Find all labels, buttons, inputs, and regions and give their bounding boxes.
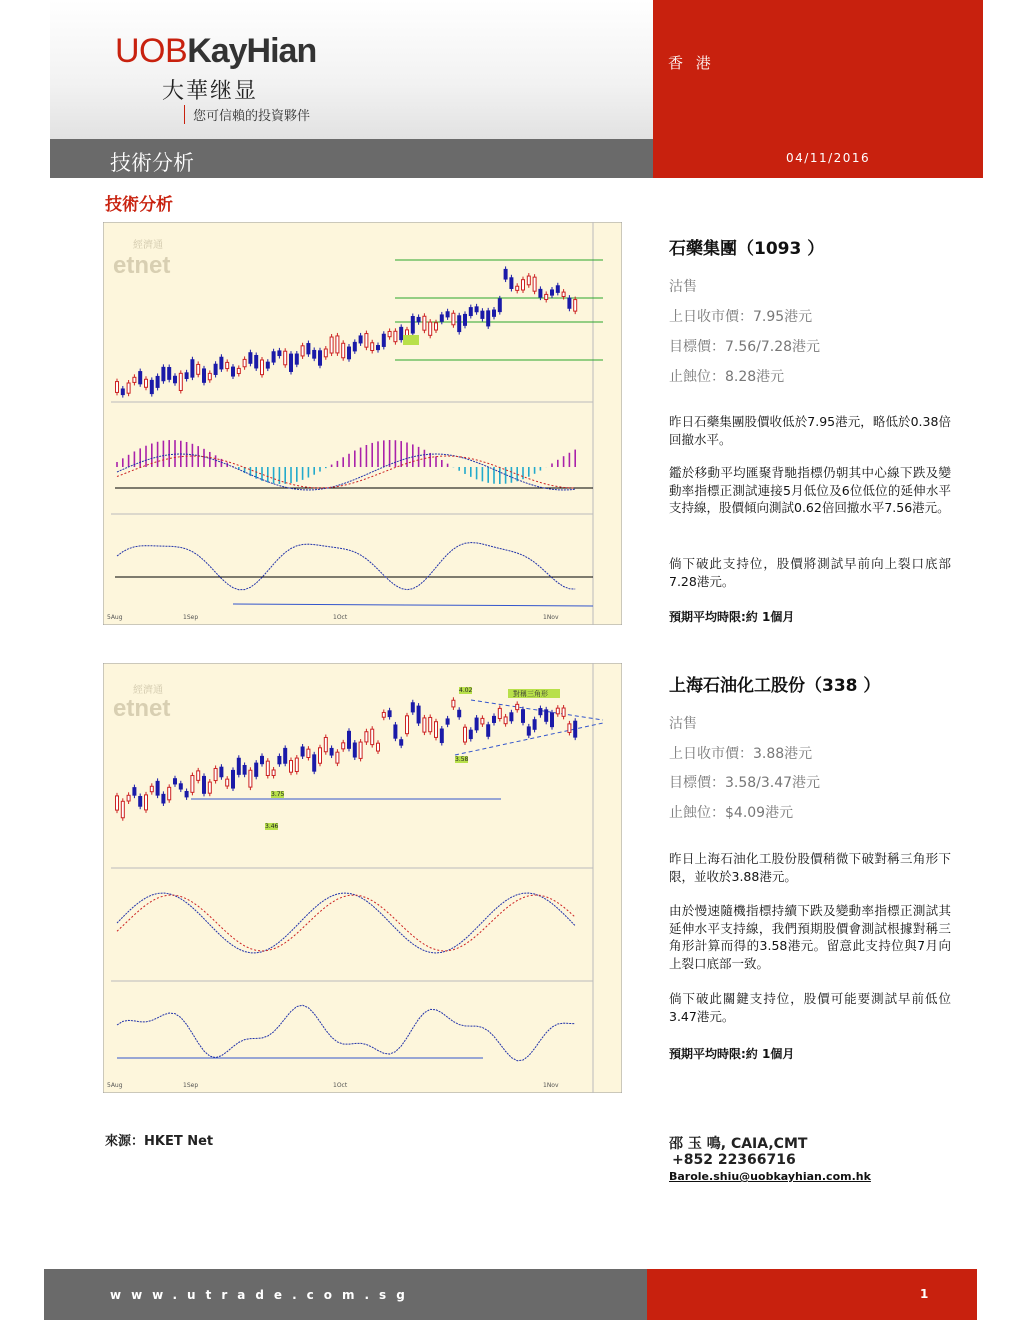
candle [487, 311, 490, 326]
stock-2-action: 沽售 [669, 716, 697, 732]
candle [568, 298, 571, 308]
candle [429, 322, 432, 335]
candle [429, 717, 432, 731]
candle [498, 708, 501, 718]
candle [278, 351, 281, 356]
candle [487, 725, 490, 737]
candle [452, 313, 455, 325]
candle [539, 709, 542, 715]
stock-2-paragraph: 由於慢速隨機指標持續下跌及變動率指標正測試其延伸水平支持線，我們預期股價會測試根據對稱三角形計算而得的3.58港元。留意此支持位與7月向上裂口底部一致。 [669, 903, 951, 971]
candle [295, 354, 298, 364]
analyst-email-link[interactable]: Barole.shiu@uobkayhian.com.hk [669, 1170, 871, 1183]
candle [568, 724, 571, 733]
candle [284, 748, 287, 763]
candle [139, 372, 142, 384]
candle [185, 373, 188, 379]
candle [127, 383, 130, 393]
report-date: 04/11/2016 [786, 151, 871, 165]
candle [319, 351, 322, 365]
candle [208, 373, 211, 379]
candle [353, 342, 356, 351]
candle [278, 756, 281, 763]
candle [464, 727, 467, 742]
candle [290, 761, 293, 773]
candle [261, 756, 264, 763]
stock-1-target: 目標價：7.56/7.28港元 [669, 339, 821, 355]
price-label: 3.75 [271, 791, 285, 798]
candle [348, 347, 351, 359]
stock-1-stop-loss: 止蝕位：8.28港元 [669, 369, 785, 385]
candle [562, 708, 565, 716]
candle [272, 352, 275, 362]
logo-kayhian: KayHian [187, 32, 317, 70]
candle [214, 768, 217, 780]
source-note: 來源：HKET Net [105, 1134, 214, 1149]
candle [394, 331, 397, 341]
candle [121, 801, 124, 817]
candle [371, 729, 374, 744]
candle [249, 770, 252, 787]
x-label: 1Oct [333, 1082, 348, 1089]
stock-1-paragraph: 鑑於移動平均匯聚背馳指標仍朝其中心線下跌及變動率指標正測試連接5月低位及6位低位的延伸水平支持線，股價傾向測試0.62倍回撤水平7.56港元。 [669, 465, 951, 515]
candle [551, 713, 554, 727]
candle [261, 360, 264, 375]
candle [185, 791, 188, 796]
logo-uob: UOB [115, 32, 188, 70]
candle [295, 758, 298, 771]
candle [232, 367, 235, 376]
candle [411, 317, 414, 334]
candle [133, 377, 136, 382]
candle [417, 706, 420, 723]
candle [342, 743, 345, 749]
candle [319, 748, 322, 763]
candle [313, 755, 316, 771]
candle [359, 336, 362, 343]
candle [220, 767, 223, 777]
x-label: 1Oct [333, 614, 348, 621]
candle [313, 350, 316, 358]
candle [510, 713, 513, 721]
candle [121, 389, 124, 395]
candle [475, 718, 478, 730]
candle [348, 731, 351, 748]
candle [116, 382, 119, 393]
candle [232, 770, 235, 788]
footer-website-link[interactable]: www.utrade.com.sg [110, 1288, 415, 1302]
candle [145, 379, 148, 387]
analyst-phone: +852 22366716 [672, 1152, 796, 1168]
watermark-cn: 經濟通 [133, 240, 163, 251]
candle [174, 779, 177, 784]
candle [191, 776, 194, 793]
candle [220, 357, 223, 369]
candle [551, 290, 554, 295]
candle [533, 277, 536, 291]
stock-1-paragraph: 昨日石藥集團股價收低於7.95港元，略低於0.38倍回撤水平。 [669, 414, 951, 447]
candle [266, 761, 269, 775]
candle [243, 765, 246, 774]
company-tagline: 您可信賴的投資夥伴 [184, 105, 310, 124]
price-label: 4.02 [459, 687, 473, 694]
candle [435, 323, 438, 330]
stock-2-paragraph: 倘下破此關鍵支持位，股價可能要測試早前低位3.47港元。 [669, 991, 951, 1024]
stock-1-last-close: 上日收市價：7.95港元 [669, 309, 813, 325]
candle [423, 718, 426, 732]
candle [400, 740, 403, 745]
candle [406, 716, 409, 734]
candle [377, 743, 380, 751]
pattern-label: 對稱三角形 [513, 690, 548, 698]
candle [237, 758, 240, 774]
candle [545, 294, 548, 299]
candle [301, 747, 304, 756]
candle [504, 717, 507, 724]
candle [469, 308, 472, 316]
watermark-en: etnet [113, 252, 171, 279]
candle [284, 351, 287, 365]
candle [481, 311, 484, 318]
candle [156, 781, 159, 795]
candle [452, 700, 455, 707]
candle [168, 787, 171, 799]
candle [493, 310, 496, 316]
candle [133, 788, 136, 796]
candle [197, 364, 200, 374]
candle [498, 299, 501, 312]
candle [116, 796, 119, 810]
candle [388, 331, 391, 336]
watermark-cn: 經濟通 [133, 685, 163, 696]
candle [446, 312, 449, 317]
candle [574, 721, 577, 737]
candle [522, 710, 525, 723]
candle [208, 782, 211, 793]
stock-1-action: 沽售 [669, 279, 697, 295]
candle [255, 355, 258, 367]
candle [243, 359, 246, 366]
candle [139, 796, 142, 806]
candle [510, 278, 513, 289]
candle [255, 763, 258, 776]
candle [127, 795, 130, 801]
candle [504, 269, 507, 279]
candle [156, 376, 159, 387]
candle [162, 794, 165, 803]
candle [562, 292, 565, 296]
candle [382, 334, 385, 346]
candle [458, 710, 461, 716]
candle [249, 353, 252, 364]
stock-chart-338 [103, 663, 622, 1093]
candle [226, 779, 229, 786]
watermark-en: etnet [113, 695, 171, 722]
candle [150, 786, 153, 791]
candle [307, 344, 310, 354]
candle [371, 343, 374, 351]
stock-2-last-close: 上日收市價：3.88港元 [669, 746, 813, 762]
section-title: 技術分析 [105, 195, 173, 215]
candle [533, 720, 536, 730]
candle [203, 369, 206, 382]
candle [272, 770, 275, 775]
stock-2-stop-loss: 止蝕位：$4.09港元 [669, 805, 794, 821]
candle [203, 776, 206, 793]
company-logo [115, 32, 316, 71]
candle [307, 749, 310, 757]
region-label: 香 港 [668, 54, 715, 72]
candle [527, 727, 530, 735]
candle [150, 380, 153, 393]
stock-2-target: 目標價：3.58/3.47港元 [669, 775, 821, 791]
candle [400, 327, 403, 339]
candle [382, 712, 385, 717]
candle [556, 708, 559, 714]
stock-chart-1093 [103, 222, 622, 625]
candle [481, 718, 484, 724]
candle [237, 368, 240, 373]
stock-2-paragraph: 昨日上海石油化工股份股價稍微下破對稱三角形下限，並收於3.88港元。 [669, 851, 951, 884]
report-title: 技術分析 [110, 151, 194, 175]
candle [464, 314, 467, 325]
candle [365, 732, 368, 742]
candle [353, 743, 356, 757]
page-number: 1 [920, 1287, 929, 1301]
candle [388, 711, 391, 717]
chart-1093-graphic [103, 222, 622, 625]
candle [446, 719, 449, 724]
stock-1-paragraph: 倘下破此支持位，股價將測試早前向上裂口底部7.28港元。 [669, 556, 951, 589]
candle [226, 362, 229, 368]
candle [214, 364, 217, 374]
candle [168, 368, 171, 380]
candle [266, 362, 269, 368]
x-label: 1Sep [183, 1082, 199, 1089]
x-label: 1Sep [183, 614, 199, 621]
candle [197, 771, 200, 781]
candle [527, 276, 530, 285]
candle [179, 373, 182, 390]
stock-1-title: 石藥集團（1093 ） [669, 239, 825, 259]
candle [359, 742, 362, 758]
candle [179, 784, 182, 789]
candle [191, 360, 194, 377]
candle [330, 748, 333, 755]
price-label: 3.46 [265, 823, 279, 830]
candle [516, 286, 519, 290]
candle [516, 704, 519, 709]
chart-338-graphic [103, 663, 622, 1093]
candle [301, 346, 304, 356]
candle [440, 315, 443, 321]
candle [539, 289, 542, 297]
x-label: 5Aug [107, 1082, 123, 1089]
x-label: 1Nov [543, 1082, 559, 1089]
candle [336, 752, 339, 763]
candle [556, 286, 559, 293]
stock-2-period: 預期平均時限:約 1個月 [669, 1047, 795, 1061]
stock-2-title: 上海石油化工股份（338 ） [669, 676, 881, 696]
candle [475, 307, 478, 312]
candle [522, 280, 525, 290]
candle [174, 376, 177, 382]
candle [290, 354, 293, 371]
candle [145, 795, 148, 810]
candle [324, 349, 327, 357]
candle [365, 334, 368, 348]
candle [411, 703, 414, 712]
candle [493, 716, 496, 722]
price-label: 3.58 [455, 756, 469, 763]
candle [417, 317, 420, 321]
candle [423, 316, 426, 330]
candle [377, 346, 380, 350]
candle [435, 722, 438, 738]
candle [574, 300, 577, 312]
candle [342, 343, 345, 357]
analyst-name: 邵 玉 鳴, CAIA,CMT [669, 1136, 808, 1152]
candle [440, 729, 443, 743]
x-label: 1Nov [543, 614, 559, 621]
candle [330, 337, 333, 353]
candle [394, 725, 397, 738]
stock-1-period: 預期平均時限:約 1個月 [669, 610, 795, 624]
candle [324, 737, 327, 751]
candle [458, 316, 461, 332]
x-label: 5Aug [107, 614, 123, 621]
candle [469, 730, 472, 738]
candle [336, 336, 339, 353]
candle [406, 330, 409, 336]
logo-chinese-name: 大華继显 [162, 79, 259, 104]
candle [545, 710, 548, 721]
candle [162, 367, 165, 380]
